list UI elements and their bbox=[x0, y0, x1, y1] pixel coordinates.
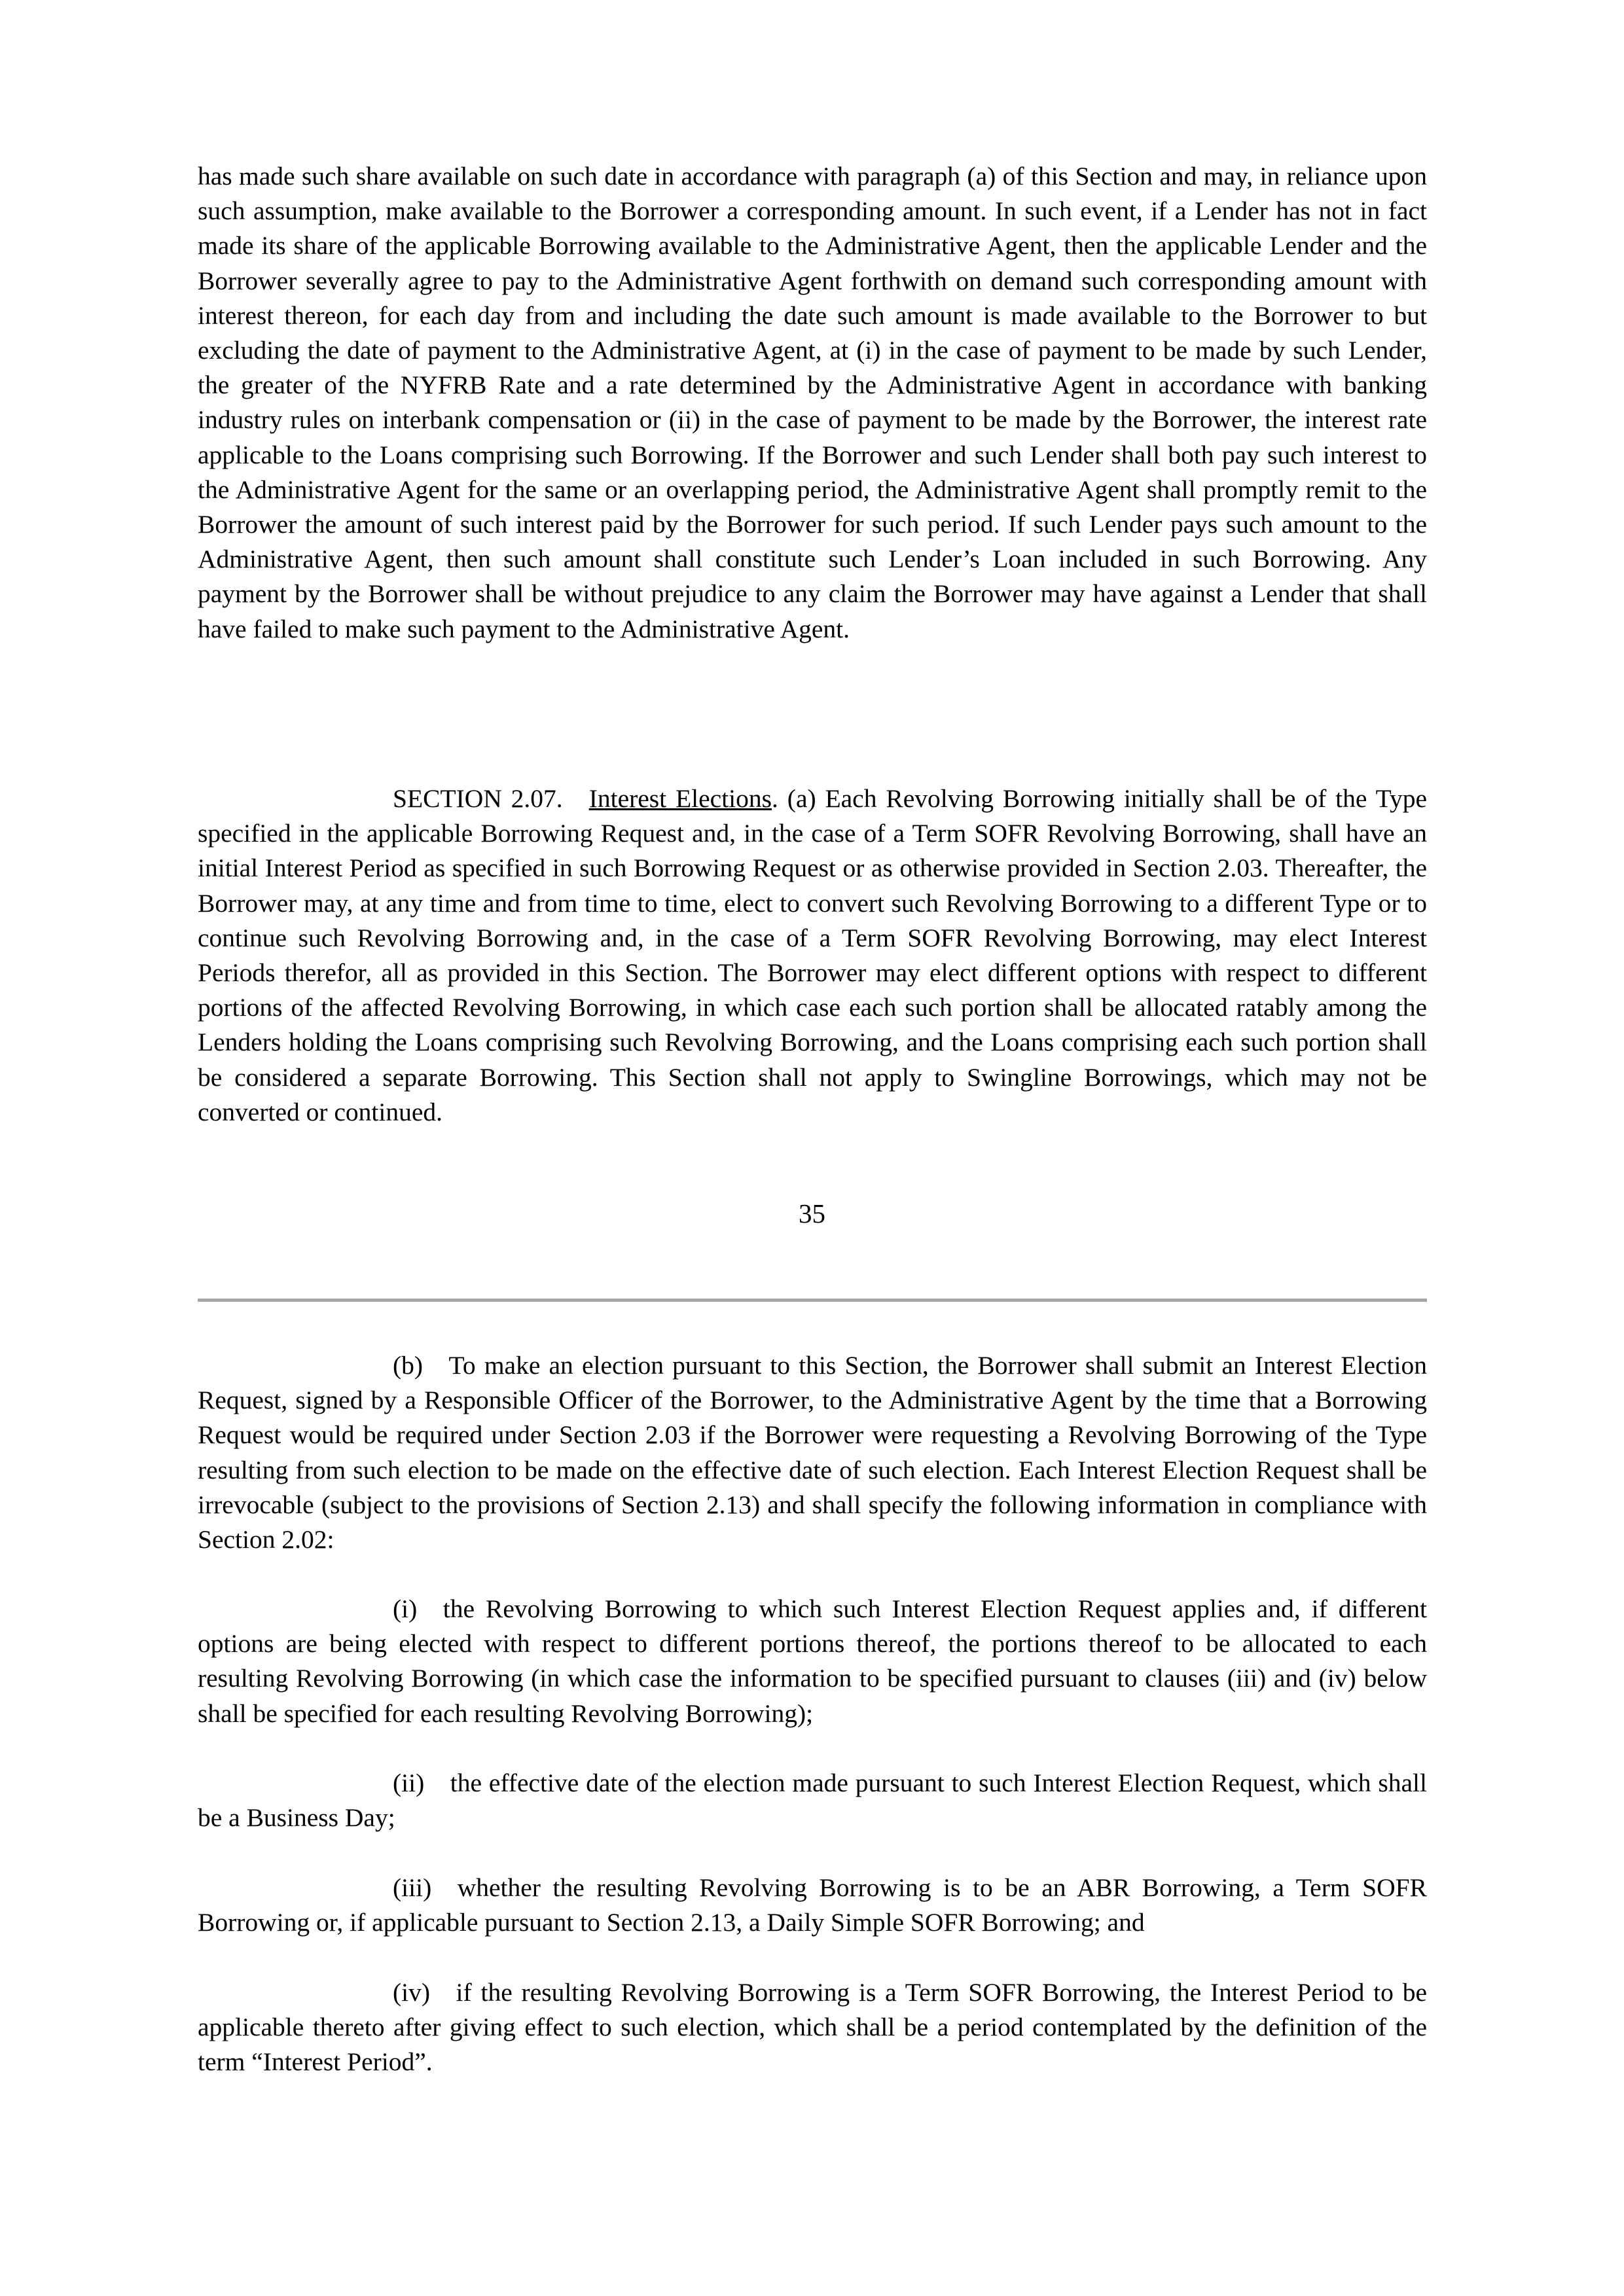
section-number: SECTION 2.07. bbox=[393, 784, 563, 813]
section-heading: Interest Elections bbox=[588, 784, 772, 813]
continuation-paragraph: has made such share available on such date in accordance with paragraph (a) of this Section and may, in reliance upon such assumption, make available to the Borrower a corresponding amount. In such event, if a Lender has not in fact made its share of the applicable Borrowing available to the Administrative Agent, then the applicable Lender and the Borrower severally agree to pay to the Administrative Agent forthwith on demand such corresponding amount with interest thereon, for each day from and including the date such amount is made available to the Borrower to but excluding the date of payment to the Administrative Agent, at (i) in the case of payment to be made by such Lender, the greater of the NYFRB Rate and a rate determined by the Administrative Agent in accordance with banking industry rules on interbank compensation or (ii) in the case of payment to be made by the Borrower, the interest rate applicable to the Loans comprising such Borrowing. If the Borrower and such Lender shall both pay such interest to the Administrative Agent for the same or an overlapping period, the Administrative Agent shall promptly remit to the Borrower the amount of such interest paid by the Borrower for such period. If such Lender pays such amount to the Administrative Agent, then such amount shall constitute such Lender’s Loan included in such Borrowing. Any payment by the Borrower shall be without prejudice to any claim the Borrower may have against a Lender that shall have failed to make such payment to the Administrative Agent. bbox=[198, 162, 1427, 643]
section-body: . (a) Each Revolving Borrowing initially shall be of the Type specified in the applicable Borrowing Request and, in the case of a Term SOFR Revolving Borrowing, shall have an initial Interest Period as specified in such Borrowing Request or as otherwise provided in Section 2.03. Thereafter, the Borrower may, at any time and from time to time, elect to convert such Revolving Borrowing to a different Type or to continue such Revolving Borrowing and, in the case of a Term SOFR Revolving Borrowing, may elect Interest Periods therefor, all as provided in this Section. The Borrower may elect different options with respect to different portions of the affected Revolving Borrowing, in which case each such portion shall be allocated ratably among the Lenders holding the Loans comprising such Revolving Borrowing, and the Loans comprising each such portion shall be considered a separate Borrowing. This Section shall not apply to Swingline Borrowings, which may not be converted or continued. bbox=[198, 784, 1427, 1126]
clause-iii: (iii) whether the resulting Revolving Borrowing is to be an ABR Borrowing, a Term SOFR Borrowing or, if applicable pursuant to Section 2.13, a Daily Simple SOFR Borrowing; and bbox=[198, 1873, 1427, 1937]
page-divider bbox=[198, 1299, 1427, 1302]
page-number: 35 bbox=[799, 1198, 825, 1229]
paragraph-b: (b) To make an election pursuant to this Section, the Borrower shall submit an Interest Election Request, signed by a Responsible Officer of the Borrower, to the Administrative Agent by the time that a Borrowing Request would be required under Section 2.03 if the Borrower were requesting a Revolving Borrowing of the Type resulting from such election to be made on the effective date of such election. Each Interest Election Request shall be irrevocable (subject to the provisions of Section 2.13) and shall specify the following information in compliance with Section 2.02: bbox=[198, 1351, 1427, 1554]
section-2-07-paragraph bbox=[198, 781, 1427, 1130]
clause-i: (i) the Revolving Borrowing to which such Interest Election Request applies and, if different options are being elected with respect to different portions thereof, the portions thereof to be allocated to each resulting Revolving Borrowing (in which case the information to be specified pursuant to clauses (iii) and (iv) below shall be specified for each resulting Revolving Borrowing); bbox=[198, 1594, 1427, 1728]
clause-iv: (iv) if the resulting Revolving Borrowing is a Term SOFR Borrowing, the Interest Period to be applicable thereto after giving effect to such election, which shall be a period contemplated by the definition of the term “Interest Period”. bbox=[198, 1978, 1427, 2077]
clause-ii: (ii) the effective date of the election made pursuant to such Interest Election Request, which shall be a Business Day; bbox=[198, 1768, 1427, 1833]
